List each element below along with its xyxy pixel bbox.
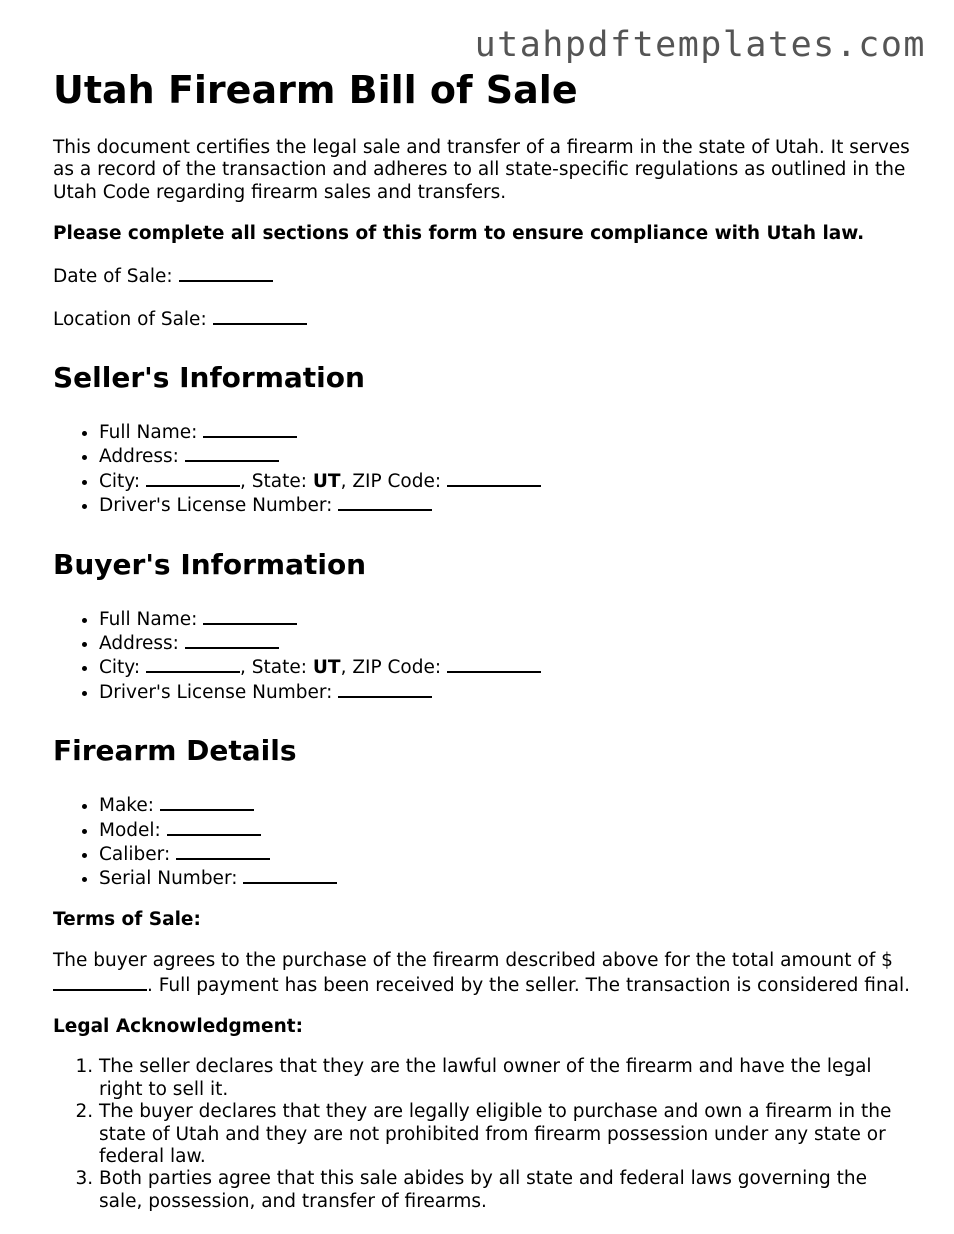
buyer-full-name-label: Full Name: bbox=[99, 608, 198, 630]
firearm-make-field[interactable] bbox=[99, 793, 913, 817]
buyer-city-blank[interactable] bbox=[146, 655, 240, 673]
firearm-make-label: Make: bbox=[99, 795, 154, 817]
seller-zip-label: , ZIP Code: bbox=[340, 470, 442, 492]
firearm-model-label: Model: bbox=[99, 819, 161, 841]
legal-list bbox=[53, 1056, 913, 1213]
buyer-license-field[interactable] bbox=[99, 680, 913, 704]
buyer-full-name-field[interactable] bbox=[99, 607, 913, 631]
seller-full-name-blank[interactable] bbox=[203, 420, 297, 438]
firearm-serial-blank[interactable] bbox=[243, 866, 337, 884]
date-of-sale-field[interactable] bbox=[53, 264, 913, 288]
location-of-sale-field[interactable] bbox=[53, 307, 913, 331]
document-body bbox=[53, 137, 913, 1232]
seller-address-blank[interactable] bbox=[185, 444, 279, 462]
buyer-address-blank[interactable] bbox=[185, 631, 279, 649]
seller-full-name-field[interactable] bbox=[99, 420, 913, 444]
legal-heading-paragraph bbox=[53, 1016, 913, 1038]
seller-address-label: Address: bbox=[99, 446, 179, 468]
firearm-caliber-blank[interactable] bbox=[176, 842, 270, 860]
seller-city-label: City: bbox=[99, 470, 141, 492]
seller-license-blank[interactable] bbox=[338, 493, 432, 511]
buyer-full-name-blank[interactable] bbox=[203, 607, 297, 625]
seller-zip-blank[interactable] bbox=[447, 469, 541, 487]
seller-state-label: , State: bbox=[240, 470, 308, 492]
intro-paragraph: This document certifies the legal sale and transfer of a firearm in the state of Utah. It serves as a record of the transaction and adheres to all state-specific regulations as outlined in the Utah Code regarding firearm sales and transfers. bbox=[53, 137, 910, 203]
seller-city-state-zip-field[interactable] bbox=[99, 469, 913, 493]
buyer-state-value: UT bbox=[312, 657, 341, 679]
terms-amount-blank[interactable] bbox=[53, 973, 147, 991]
legal-item: 3. Both parties agree that this sale abides by all state and federal laws governing the sale, possession, and transfer of firearms. bbox=[99, 1168, 913, 1213]
firearm-model-field[interactable] bbox=[99, 818, 913, 842]
buyer-state-label: , State: bbox=[240, 657, 308, 679]
firearm-serial-label: Serial Number: bbox=[99, 868, 238, 890]
terms-heading: Terms of Sale: bbox=[53, 909, 201, 931]
buyer-fields-list bbox=[53, 607, 913, 705]
site-watermark: utahpdftemplates.com bbox=[474, 25, 926, 65]
firearm-fields-list bbox=[53, 793, 913, 891]
seller-full-name-label: Full Name: bbox=[99, 421, 198, 443]
firearm-make-blank[interactable] bbox=[160, 793, 254, 811]
terms-text-after: . Full payment has been received by the seller. The transaction is considered final. bbox=[147, 974, 911, 996]
buyer-address-field[interactable] bbox=[99, 631, 913, 655]
terms-heading-paragraph bbox=[53, 909, 913, 931]
buyer-zip-blank[interactable] bbox=[447, 655, 541, 673]
firearm-caliber-field[interactable] bbox=[99, 842, 913, 866]
date-of-sale-blank[interactable] bbox=[179, 264, 273, 282]
seller-license-field[interactable] bbox=[99, 493, 913, 517]
instruction-paragraph bbox=[53, 223, 913, 245]
buyer-city-label: City: bbox=[99, 657, 141, 679]
seller-address-field[interactable] bbox=[99, 444, 913, 468]
firearm-section-heading: Firearm Details bbox=[53, 734, 297, 768]
buyer-zip-label: , ZIP Code: bbox=[340, 657, 442, 679]
terms-paragraph bbox=[53, 950, 913, 997]
buyer-license-label: Driver's License Number: bbox=[99, 681, 333, 703]
seller-state-value: UT bbox=[312, 470, 341, 492]
buyer-address-label: Address: bbox=[99, 632, 179, 654]
buyer-license-blank[interactable] bbox=[338, 680, 432, 698]
location-of-sale-blank[interactable] bbox=[213, 307, 307, 325]
seller-fields-list bbox=[53, 420, 913, 518]
date-of-sale-label: Date of Sale: bbox=[53, 265, 173, 287]
firearm-caliber-label: Caliber: bbox=[99, 844, 171, 865]
seller-license-label: Driver's License Number: bbox=[99, 495, 333, 517]
buyer-city-state-zip-field[interactable] bbox=[99, 655, 913, 679]
seller-city-blank[interactable] bbox=[146, 469, 240, 487]
buyer-section-heading: Buyer's Information bbox=[53, 547, 367, 581]
legal-item: 2. The buyer declares that they are legally eligible to purchase and own a firearm in the state of Utah and they are not prohibited from firearm possession under any state or federal law. bbox=[99, 1101, 913, 1168]
location-of-sale-label: Location of Sale: bbox=[53, 308, 207, 330]
firearm-serial-field[interactable] bbox=[99, 866, 913, 890]
seller-section-heading: Seller's Information bbox=[53, 360, 365, 394]
legal-item: 1. The seller declares that they are the lawful owner of the firearm and have the legal right to sell it. bbox=[99, 1056, 913, 1101]
terms-text-before: The buyer agrees to the purchase of the firearm described above for the total amount of $ bbox=[53, 950, 893, 972]
legal-heading: Legal Acknowledgment: bbox=[53, 1015, 304, 1037]
page-title: Utah Firearm Bill of Sale bbox=[53, 68, 578, 112]
firearm-model-blank[interactable] bbox=[167, 818, 261, 836]
instruction-text: Please complete all sections of this form to ensure compliance with Utah law. bbox=[53, 222, 865, 244]
